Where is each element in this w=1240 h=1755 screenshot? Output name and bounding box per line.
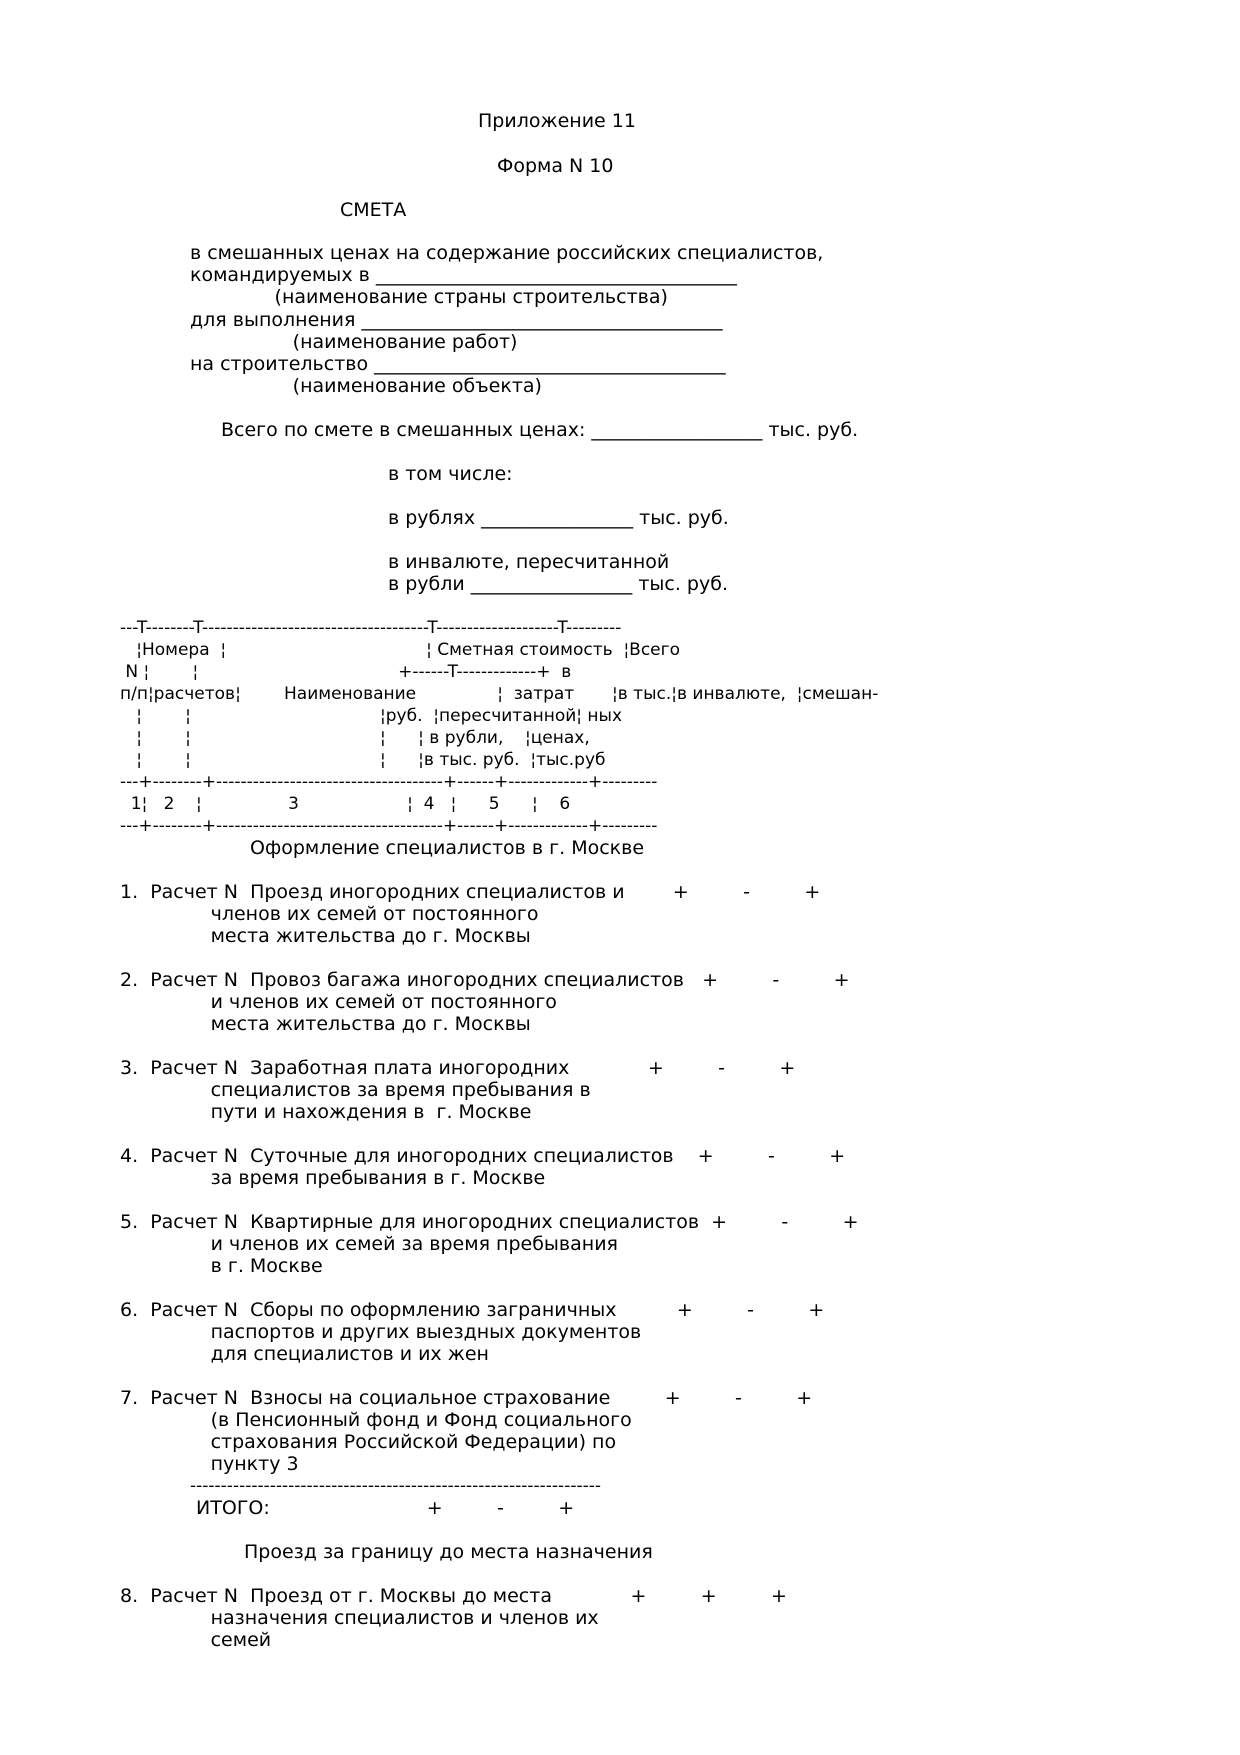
list-item: места жительства до г. Москвы [120,1013,531,1035]
list-item: 4. Расчет N Суточные для иногородних специалистов + - + [120,1145,846,1167]
total-line: Всего по смете в смешанных ценах: __________________ тыс. руб. [221,419,859,441]
list-item: семей [120,1629,272,1651]
list-item: 5. Расчет N Квартирные для иногородних специалистов + - + [120,1211,859,1233]
including-label: в том числе: [388,463,513,485]
list-item: 3. Расчет N Заработная плата иногородних + - + [120,1057,796,1079]
intro-line: в смешанных ценах на содержание российских специалистов, [190,242,824,264]
intro-line: для выполнения ______________________________________ [190,309,723,331]
document-title: СМЕТА [340,199,407,221]
currency-line: в рубли _________________ тыс. руб. [388,573,728,595]
itogo-separator: ------------------------------------------------------------------- [190,1476,601,1496]
table-header-row: ¦ ¦ ¦ ¦в тыс. руб. ¦тыс.руб [120,750,606,770]
list-item: назначения специалистов и членов их [120,1607,599,1629]
table-border: ---T--------T-------------------------------------T--------------------T--------- [120,618,622,638]
section-title: Оформление специалистов в г. Москве [250,837,645,859]
table-header-row: ¦ ¦ ¦ ¦ в рубли, ¦ценах, [120,728,590,748]
list-item: страхования Российской Федерации) по [120,1431,617,1453]
table-border: ---+--------+-------------------------------------+------+-------------+--------- [120,772,658,792]
list-item: 8. Расчет N Проезд от г. Москвы до места + + + [120,1585,787,1607]
form-number: Форма N 10 [497,155,614,177]
table-header-row: ¦ ¦ ¦руб. ¦пересчитанной¦ ных [120,706,623,726]
list-item: пункту 3 [120,1453,299,1475]
list-item: и членов их семей за время пребывания [120,1233,618,1255]
intro-line: (наименование работ) [190,331,518,353]
list-item: паспортов и других выездных документов [120,1321,642,1343]
table-header-row: N ¦ ¦ +------T-------------+ в [120,662,572,682]
list-item: 2. Расчет N Провоз багажа иногородних специалистов + - + [120,969,850,991]
list-item: в г. Москве [120,1255,323,1277]
column-numbers-row: 1¦ 2 ¦ 3 ¦ 4 ¦ 5 ¦ 6 [120,794,571,814]
intro-line: командируемых в ______________________________________ [190,264,737,286]
table-header-row: ¦Номера ¦ ¦ Сметная стоимость ¦Всего [120,640,680,660]
intro-line: на строительство _____________________________________ [190,353,726,375]
list-item: специалистов за время пребывания в [120,1079,591,1101]
list-item: и членов их семей от постоянного [120,991,557,1013]
currency-line: в инвалюте, пересчитанной [388,551,670,573]
intro-line: (наименование страны строительства) [190,286,668,308]
list-item: 1. Расчет N Проезд иногородних специалистов и + - + [120,881,821,903]
table-header-row: п/п¦расчетов¦ Наименование ¦ затрат ¦в тыс.¦в инвалюте, ¦смешан- [120,684,879,704]
section-title: Проезд за границу до места назначения [244,1541,653,1563]
appendix-label: Приложение 11 [478,110,636,132]
list-item: за время пребывания в г. Москве [120,1167,546,1189]
table-border: ---+--------+-------------------------------------+------+-------------+--------- [120,816,658,836]
list-item: места жительства до г. Москвы [120,925,531,947]
list-item: пути и нахождения в г. Москве [120,1101,532,1123]
list-item: 6. Расчет N Сборы по оформлению заграничных + - + [120,1299,825,1321]
list-item: членов их семей от постоянного [120,903,539,925]
list-item: 7. Расчет N Взносы на социальное страхование + - + [120,1387,813,1409]
itogo-row: ИТОГО: + - + [190,1497,575,1519]
list-item: для специалистов и их жен [120,1343,489,1365]
list-item: (в Пенсионный фонд и Фонд социального [120,1409,632,1431]
intro-line: (наименование объекта) [190,375,542,397]
rubles-line: в рублях ________________ тыс. руб. [388,507,729,529]
